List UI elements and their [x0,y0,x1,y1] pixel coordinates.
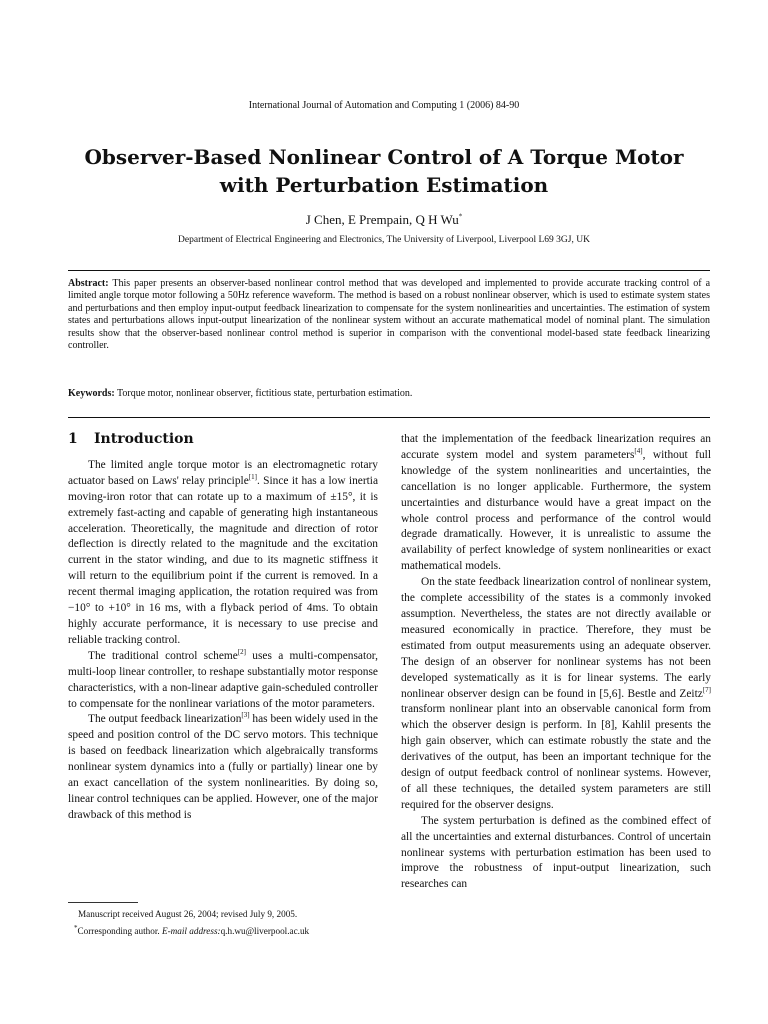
email-address[interactable]: q.h.wu@liverpool.ac.uk [220,926,310,936]
paper-title [60,143,708,199]
intro-paragraph-5 [401,575,711,814]
email-label: E-mail address: [161,926,221,936]
keywords-text: Torque motor, nonlinear observer, fictitious state, perturbation estimation. [117,388,413,399]
intro-paragraph-3 [68,712,378,823]
section-heading [68,432,378,448]
paragraph-text: transform nonlinear plant into an observable canonical form from which the observer design is perform. In [8], Kahlil presents the high gain observer, which can estimate robustly the state and the derivatives of the output, has been an important technique for the design of output feedback control of nonlinear systems. However, of all these techniques, the detailed system parameters are still required for the observer designs. [401,703,711,811]
corresponding-label: Corresponding author. [77,926,160,936]
footnote-rule [68,902,138,903]
footnote-corresponding [68,923,380,936]
citation: [7] [702,685,711,694]
keywords-label: Keywords: [68,388,115,399]
footnote-received: Manuscript received August 26, 2004; revised July 9, 2005. [78,909,298,919]
paragraph-text: The output feedback linearization [88,713,242,726]
title-line-1: Observer-Based Nonlinear Control of A Torque Motor [84,145,684,169]
citation: [4] [634,447,643,456]
section-title: Introduction [94,431,194,447]
paragraph-text: On the state feedback linearization control of nonlinear system, the complete accessibility of the states is a commonly invoked assumption. Nevertheless, the states are not directly available or measured economically in practice. Therefore, they must be estimated from output measurements using an adequate observer. The design of an observer for nonlinear systems has not been developed systematically as it is for linear systems. The early nonlinear observer design can be found in [5,6]. Bestle and Zeitz [401,576,711,700]
intro-paragraph-4 [401,432,711,575]
intro-paragraph-2 [68,649,378,713]
authors [0,212,768,228]
paragraph-text: The limited angle torque motor is an electromagnetic rotary actuator based on Laws' relay principle [68,458,378,487]
author-names: J Chen, E Prempain, Q H Wu [305,212,459,227]
citation: [1] [248,473,257,482]
affiliation: Department of Electrical Engineering and Electronics, The University of Liverpool, Liverpool L69 3GJ, UK [178,235,590,245]
corresponding-mark: * [458,212,463,221]
citation: [2] [237,647,246,656]
top-rule [68,270,710,271]
paragraph-text: uses a multi-compensator, multi-loop linear controller, to reshape substantially motor response characteristics, with a non-linear adaptive gain-scheduled controller to compensate for the nonlinear variations of the motor parameters. [68,649,378,710]
paragraph-text: , without full knowledge of the system nonlinearities and uncertainties, the cancellation is no longer applicable. Furthermore, the system uncertainties and disturbance would have a great impact on the whole control process and performance of the control would degrade dramatically. However, it is unrealistic to assume the availability of perfect knowledge of system nonlinearities or exact mathematical models. [401,448,711,573]
bottom-rule [68,417,710,418]
intro-paragraph-6: The system perturbation is defined as the combined effect of all the uncertainties and external disturbances. Control of uncertain nonlinear systems with perturbation estimation has been used to improve the robustness of input-output linearization, such researches can [401,814,711,891]
right-column [401,432,711,893]
left-column [68,432,378,824]
section-number: 1 [68,431,78,447]
title-line-2: with Perturbation Estimation [219,173,549,197]
abstract-text: This paper presents an observer-based nonlinear control method that was developed and implemented to provide accurate tracking control of a limited angle torque motor following a 50Hz reference waveform. The method is based on a robust nonlinear observer, which is used to estimate system states and perturbations and then employ input-output feedback linearization to compensate for the system nonlinearities and uncertainties. The estimation of system states and perturbations allows input-output linearization of the nonlinear system without an accurate mathematical model of nominal plant. The simulation results show that the observer-based nonlinear control method is superior in comparison with the conventional model-based state feedback linearizing controller. [68,278,711,352]
intro-paragraph-1 [68,458,378,649]
abstract-label: Abstract: [68,278,109,289]
paragraph-text: . Since it has a low inertia moving-iron rotor that can rotate up to a maximum of ±15°, it is extremely fast-acting and capable of generating high instantaneous acceleration. Theoretically, the magnitude and direction of rotor deflection is directly related to the magnitude and the excitation current in the stator winding, and due to its magnetic stiffness it will return to the equilibrium point if the current is removed. In a recent thermal imaging application, the rotation required was from −10° to +10° in 16 ms, with a flyback period of 4ms. To obtain highly accurate performance, it is necessary to use precise and reliable tracking control. [68,474,379,646]
journal-header: International Journal of Automation and Computing 1 (2006) 84-90 [248,100,520,111]
abstract [68,278,710,352]
footnote-mark: * [74,923,78,932]
citation: [3] [241,711,250,720]
keywords [68,388,710,399]
paragraph-text: has been widely used in the speed and position control of the DC servo motors. This technique is based on feedback linearization which algebraically transforms nonlinear system dynamics into a (fully or partially) linear one by an exact cancellation of the system nonlinearities. By doing so, linear control techniques can be applied. However, one of the major drawback of this method is [68,713,378,821]
paragraph-text: that the implementation of the feedback linearization requires an accurate system model and system parameters [401,433,711,461]
paragraph-text: The traditional control scheme [88,649,238,662]
